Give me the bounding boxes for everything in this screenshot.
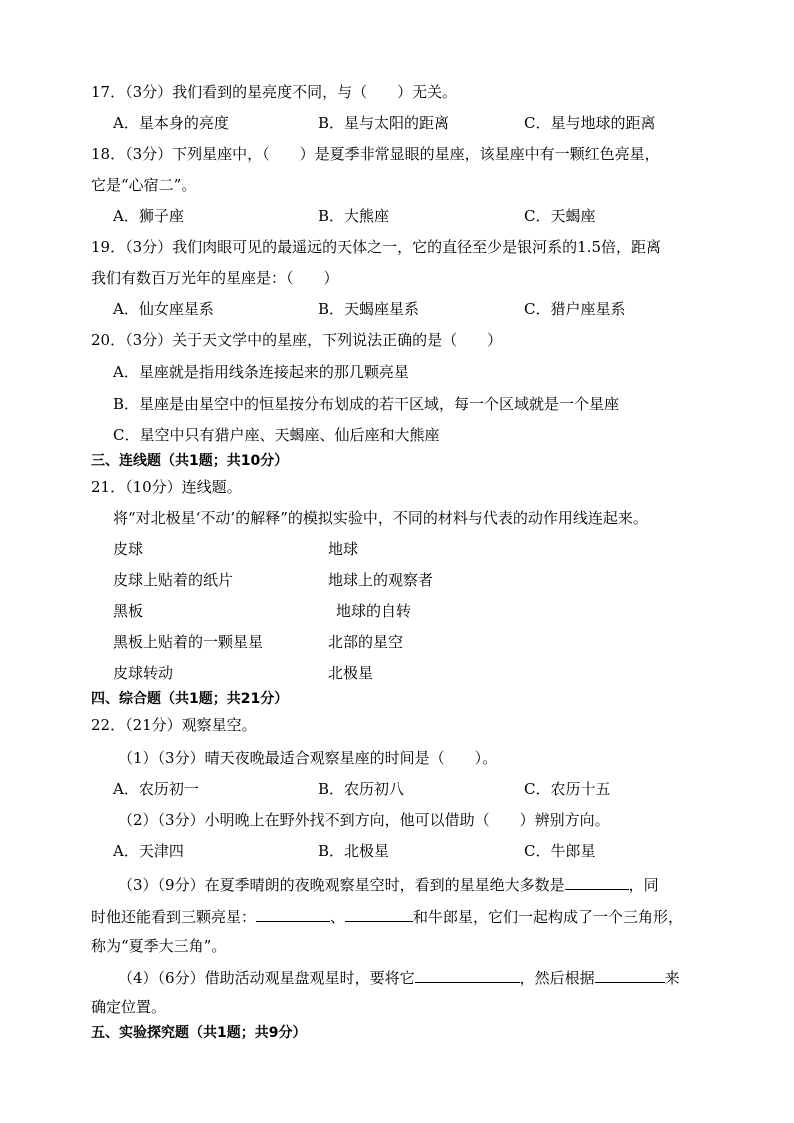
- q21-left-item: 皮球: [113, 540, 144, 558]
- answer-blank[interactable]: [415, 966, 520, 983]
- q22-part3-line3: 称为“夏季大三角”。: [91, 937, 227, 955]
- q18-option-b: B．大熊座: [318, 207, 390, 225]
- q21-left-item: 黑板: [113, 602, 144, 620]
- q22-part4-text: 来: [664, 969, 680, 987]
- q20-option-a: A．星座就是指用线条连接起来的那几颗亮星: [113, 363, 409, 381]
- q22-part3-text: 和牛郎星，它们一起构成了一个三角形，: [413, 908, 684, 926]
- q22-part1-option-a: A．农历初一: [113, 780, 199, 798]
- q22-part2-option-a: A．天津四: [113, 842, 184, 860]
- answer-blank[interactable]: [256, 905, 330, 922]
- q22-part4-line1: [118, 966, 680, 988]
- q22-part4-line2: 确定位置。: [91, 998, 167, 1016]
- q21-left-item: 皮球转动: [113, 664, 174, 682]
- q22-part3-text: （3）（9分）在夏季晴朗的夜晚观察星空时，看到的星星绝大多数是: [118, 876, 565, 894]
- q18-option-a: A．狮子座: [113, 207, 184, 225]
- q19-option-b: B．天蝎座星系: [318, 300, 420, 318]
- q18-option-c: C．天蝎座: [524, 207, 596, 225]
- q18-stem-line1: 18．（3分）下列星座中，（ ）是夏季非常显眼的星座，该星座中有一颗红色亮星，: [91, 145, 660, 163]
- q17-stem: 17．（3分）我们看到的星亮度不同，与（ ）无关。: [91, 83, 458, 101]
- q17-option-b: B．星与太阳的距离: [318, 114, 450, 132]
- q17-option-c: C．星与地球的距离: [524, 114, 656, 132]
- q21-right-item: 北部的星空: [328, 633, 404, 651]
- q21-right-item: 地球上的观察者: [328, 571, 434, 589]
- q20-option-c: C．星空中只有猎户座、天蝎座、仙后座和大熊座: [113, 426, 440, 444]
- q22-part3-text: ，同: [628, 876, 659, 894]
- q22-part2-stem: （2）（3分）小明晚上在野外找不到方向，他可以借助（ ）辨别方向。: [118, 811, 610, 829]
- q22-part1-stem: （1）（3分）晴天夜晚最适合观察星座的时间是（ ）。: [118, 749, 498, 767]
- q22-part4-text: （4）（6分）借助活动观星盘观星时，要将它: [118, 969, 415, 987]
- q18-stem-line2: 它是“心宿二”。: [91, 176, 197, 194]
- answer-blank[interactable]: [595, 966, 665, 983]
- q22-part3-line1: [118, 873, 659, 895]
- q21-right-item: 地球: [328, 540, 359, 558]
- q21-left-item: 黑板上贴着的一颗星星: [113, 633, 264, 651]
- answer-blank[interactable]: [565, 873, 629, 890]
- q21-right-item: 地球的自转: [336, 602, 412, 620]
- q22-part2-option-b: B．北极星: [318, 842, 390, 860]
- q22-part3-text: 时他还能看到三颗亮星：: [91, 908, 257, 926]
- q22-part1-option-b: B．农历初八: [318, 780, 405, 798]
- q22-part3-text: 、: [330, 908, 346, 926]
- q21-left-item: 皮球上贴着的纸片: [113, 571, 234, 589]
- section-heading-matching: 三、连线题（共1题；共10分）: [91, 453, 289, 469]
- q19-stem-line1: 19．（3分）我们肉眼可见的最遥远的天体之一，它的直径至少是银河系的1.5倍，距离: [91, 238, 661, 256]
- q22-stem: 22．（21分）观察星空。: [91, 716, 257, 734]
- q19-option-a: A．仙女座星系: [113, 300, 214, 318]
- q20-option-b: B．星座是由星空中的恒星按分布划成的若干区域，每一个区域就是一个星座: [113, 395, 620, 413]
- q19-stem-line2: 我们有数百万光年的星座是：（ ）: [91, 269, 339, 287]
- q22-part2-option-c: C．牛郎星: [524, 842, 596, 860]
- q22-part3-line2: [91, 905, 683, 927]
- q21-right-item: 北极星: [328, 664, 374, 682]
- section-heading-experiment: 五、实验探究题（共1题；共9分）: [91, 1025, 307, 1041]
- q21-stem: 21．（10分）连线题。: [91, 478, 242, 496]
- q21-intro: 将“对北极星‘不动’的解释”的模拟实验中，不同的材料与代表的动作用线连起来。: [113, 509, 648, 527]
- section-heading-comprehensive: 四、综合题（共1题；共21分）: [91, 691, 289, 707]
- q17-option-a: A．星本身的亮度: [113, 114, 229, 132]
- q22-part1-option-c: C．农历十五: [524, 780, 611, 798]
- q19-option-c: C．猎户座星系: [524, 300, 626, 318]
- q20-stem: 20．（3分）关于天文学中的星座，下列说法正确的是（ ）: [91, 331, 503, 349]
- q22-part4-text: ，然后根据: [519, 969, 595, 987]
- answer-blank[interactable]: [345, 905, 413, 922]
